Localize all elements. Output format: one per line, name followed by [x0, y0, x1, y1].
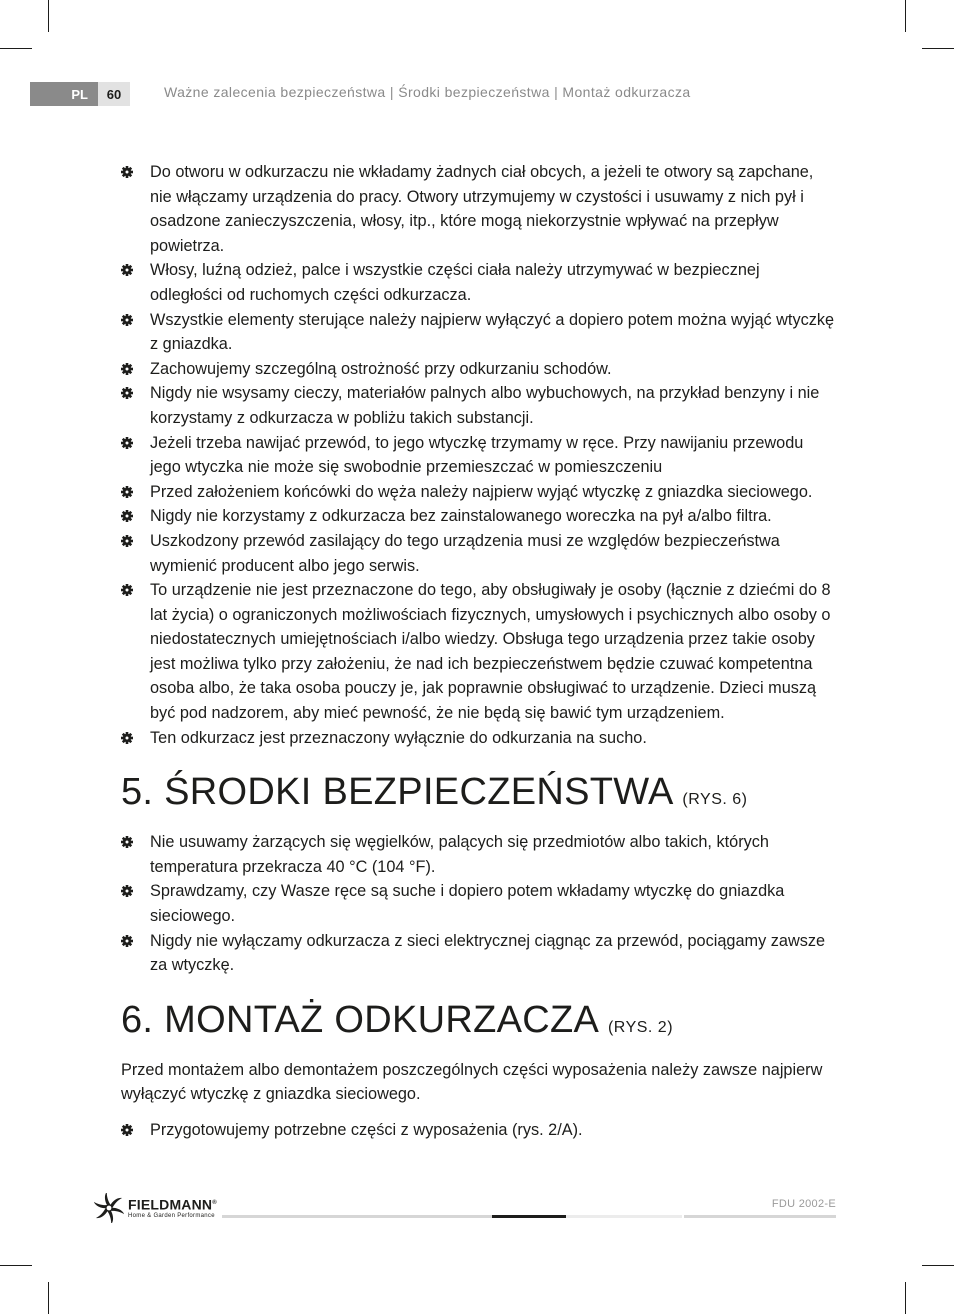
gear-bullet-icon [121, 535, 133, 547]
brand-logo [94, 1193, 217, 1223]
list-item [121, 357, 835, 382]
section-6-heading [121, 997, 835, 1051]
footer-rule [566, 1215, 682, 1218]
list-item [121, 308, 835, 357]
list-item-text: Wszystkie elementy sterujące należy najpierw wyłączyć a dopiero potem można wyjąć wtyczkę z gniazdka. [150, 310, 835, 354]
gear-bullet-icon [121, 486, 133, 498]
footer-rule [222, 1215, 492, 1218]
crop-mark [48, 0, 49, 32]
section-6-intro: Przed montażem albo demontażem poszczególnych części wyposażenia należy zawsze najpierw wyłączyć wtyczkę z gniazdka sieciowego. [121, 1060, 823, 1104]
language-tab: PL [30, 82, 98, 106]
list-item-text: Uszkodzony przewód zasilający do tego urządzenia musi ze względów bezpieczeństwa wymienić producent albo jego serwis. [150, 531, 780, 575]
list-item [121, 258, 835, 307]
list-item [121, 480, 835, 505]
crop-mark [0, 1265, 32, 1266]
list-item [121, 504, 835, 529]
list-item-text: Nie usuwamy żarzących się węgielków, palących się przedmiotów albo takich, których temperatura przekracza 40 °C (104 °F). [150, 833, 769, 876]
safety-list [121, 160, 835, 750]
crop-mark [905, 1282, 906, 1314]
list-item-text: Przed założeniem końcówki do węża należy najpierw wyjąć wtyczkę z gniazdka sieciowego. [150, 482, 813, 501]
section-5-figure-ref: (RYS. 6) [682, 791, 748, 809]
footer-rule [684, 1215, 836, 1218]
list-item-text: Nigdy nie korzystamy z odkurzacza bez zainstalowanego woreczka na pył a/albo filtra. [150, 507, 772, 526]
gear-bullet-icon [121, 264, 133, 276]
gear-bullet-icon [121, 510, 133, 522]
gear-bullet-icon [121, 1124, 133, 1136]
section-6-list [121, 1118, 835, 1143]
list-item-text: Ten odkurzacz jest przeznaczony wyłącznie do odkurzania na sucho. [150, 728, 647, 747]
list-item-text: Nigdy nie wyłączamy odkurzacza z sieci elektrycznej ciągnąc za przewód, pociągamy zawsze za wtyczkę. [150, 931, 826, 975]
model-number: FDU 2002-E [771, 1198, 836, 1210]
gear-bullet-icon [121, 885, 133, 897]
list-item-text: Włosy, luźną odzież, palce i wszystkie części ciała należy utrzymywać w bezpiecznej odległości od ruchomych części odkurzacza. [150, 261, 760, 304]
list-item [121, 578, 835, 726]
gear-bullet-icon [121, 836, 133, 848]
list-item [121, 431, 835, 480]
section-5-heading [121, 769, 835, 823]
list-item [121, 1118, 835, 1143]
running-title: Ważne zalecenia bezpieczeństwa | Środki bezpieczeństwa | Montaż odkurzacza [164, 84, 691, 100]
list-item [121, 929, 835, 978]
gear-bullet-icon [121, 584, 133, 596]
section-6-title: 6. MONTAŻ ODKURZACZA [121, 998, 598, 1041]
gear-bullet-icon [121, 314, 133, 326]
section-6-figure-ref: (RYS. 2) [607, 1018, 674, 1036]
list-item [121, 160, 835, 258]
list-item [121, 879, 835, 928]
list-item-text: To urządzenie nie jest przeznaczone do tego, aby obsługiwały je osoby (łącznie z dziećmi do 8 lat życia) o ograniczonych możliwościach fizycznych, umysłowych i psychicznych albo osoby o niedostatecznych umiejętnościach i/albo wiedzy. Obsługa tego urządzenia przez takie osoby jest możliwa tylko przy założeniu, że nad ich bezpieczeństwem będzie czuwać kompetentna osoba albo, że taka osoba pouczy je, jak poprawnie obsługiwać to urządzenie. Dzieci muszą być pod nadzorem, aby mieć pewność, że nie będą się bawić tym urządzeniem. [150, 581, 831, 723]
gear-bullet-icon [121, 166, 133, 178]
list-item [121, 381, 835, 430]
crop-mark [905, 0, 906, 32]
gear-bullet-icon [121, 732, 133, 744]
list-item-text: Jeżeli trzeba nawijać przewód, to jego wtyczkę trzymamy w ręce. Przy nawijaniu przewodu jego wtyczka nie może się swobodnie przemieszczać w pomieszczeniu [150, 433, 804, 477]
brand-name: FIELDMANN® [128, 1196, 217, 1213]
crop-mark [922, 1265, 954, 1266]
list-item-text: Nigdy nie wsysamy cieczy, materiałów palnych albo wybuchowych, na przykład benzyny i nie korzystamy z odkurzacza w pobliżu takich substancji. [150, 384, 820, 427]
fieldmann-fan-logo-icon [94, 1193, 124, 1223]
gear-bullet-icon [121, 935, 133, 947]
crop-mark [0, 48, 32, 49]
list-item-text: Sprawdzamy, czy Wasze ręce są suche i dopiero potem wkładamy wtyczkę do gniazdka sieciowego. [150, 882, 785, 926]
list-item-text: Przygotowujemy potrzebne części z wyposażenia (rys. 2/A). [150, 1121, 583, 1139]
trademark-symbol: ® [212, 1200, 217, 1207]
list-item [121, 529, 835, 578]
section-5-title: 5. ŚRODKI BEZPIECZEŃSTWA [121, 771, 672, 814]
list-item-text: Do otworu w odkurzaczu nie wkładamy żadnych ciał obcych, a jeżeli te otwory są zapchane, nie włączamy urządzenia do pracy. Otwory utrzymujemy w czystości i usuwamy z nich pył i osadzone zanieczyszczenia, włosy, itp., które mogą niekorzystnie wpływać na przepływ powietrza. [150, 163, 814, 255]
list-item [121, 726, 835, 751]
section-5-list [121, 830, 835, 978]
list-item-text: Zachowujemy szczególną ostrożność przy odkurzaniu schodów. [150, 359, 612, 378]
page-content [121, 160, 835, 1143]
gear-bullet-icon [121, 387, 133, 399]
crop-mark [48, 1282, 49, 1314]
footer-rule-accent [492, 1215, 566, 1218]
crop-mark [922, 48, 954, 49]
gear-bullet-icon [121, 363, 133, 375]
list-item [121, 830, 835, 879]
brand-tagline: Home & Garden Performance [128, 1212, 215, 1219]
gear-bullet-icon [121, 437, 133, 449]
page-number: 60 [98, 82, 130, 106]
